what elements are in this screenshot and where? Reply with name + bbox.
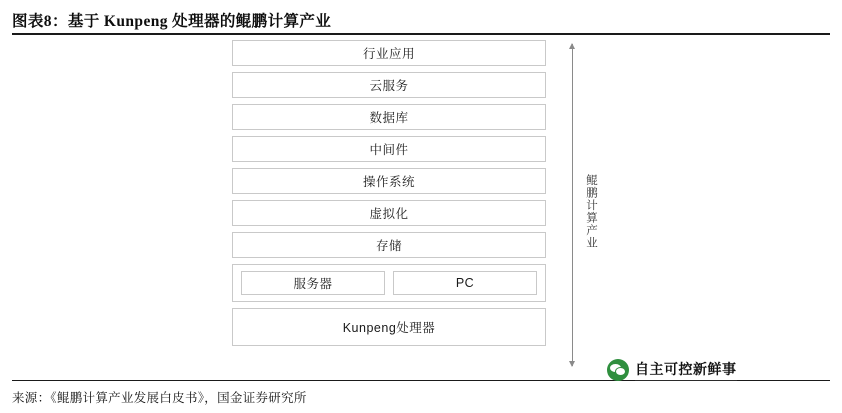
stack-layer-label: 中间件	[369, 143, 409, 157]
stack-layer-label: 存储	[375, 239, 402, 253]
hardware-cell-server	[241, 271, 385, 295]
stack-layer-label: Kunpeng处理器	[342, 321, 436, 335]
stack-layer-label: 云服务	[369, 79, 409, 93]
range-line	[572, 44, 573, 366]
range-label: 鲲鹏计算产业	[585, 174, 597, 249]
hardware-cell-label: PC	[455, 276, 475, 290]
stack-layer-processor	[232, 308, 546, 346]
stack-layer-label: 数据库	[369, 111, 409, 125]
stack-layer-hardware	[232, 264, 546, 302]
arrow-up-icon	[569, 43, 575, 49]
stack-layer-middleware	[232, 136, 546, 162]
architecture-stack	[232, 40, 546, 352]
stack-layer-label: 行业应用	[362, 47, 415, 61]
stack-layer-label: 虚拟化	[369, 207, 409, 221]
hardware-cell-pc	[393, 271, 537, 295]
stack-layer-cloud-services	[232, 72, 546, 98]
stack-layer-storage	[232, 232, 546, 258]
arrow-down-icon	[569, 361, 575, 367]
wechat-badge	[607, 355, 831, 385]
title-divider	[12, 33, 830, 35]
source-note: 来源：《鲲鹏计算产业发展白皮书》，国金证券研究所	[12, 391, 307, 405]
stack-layer-operating-system	[232, 168, 546, 194]
stack-layer-virtualization	[232, 200, 546, 226]
stack-layer-database	[232, 104, 546, 130]
figure-title-bar	[12, 6, 830, 34]
stack-layer-industry-applications	[232, 40, 546, 66]
wechat-badge-label: 自主可控新鲜事	[635, 359, 737, 381]
wechat-icon-bubble-small	[616, 368, 625, 375]
range-indicator	[572, 44, 632, 366]
wechat-icon	[607, 359, 629, 381]
page-title: 图表8：基于 Kunpeng 处理器的鲲鹏计算产业	[12, 13, 332, 30]
stack-layer-label: 操作系统	[362, 175, 415, 189]
hardware-cell-label: 服务器	[293, 277, 333, 291]
